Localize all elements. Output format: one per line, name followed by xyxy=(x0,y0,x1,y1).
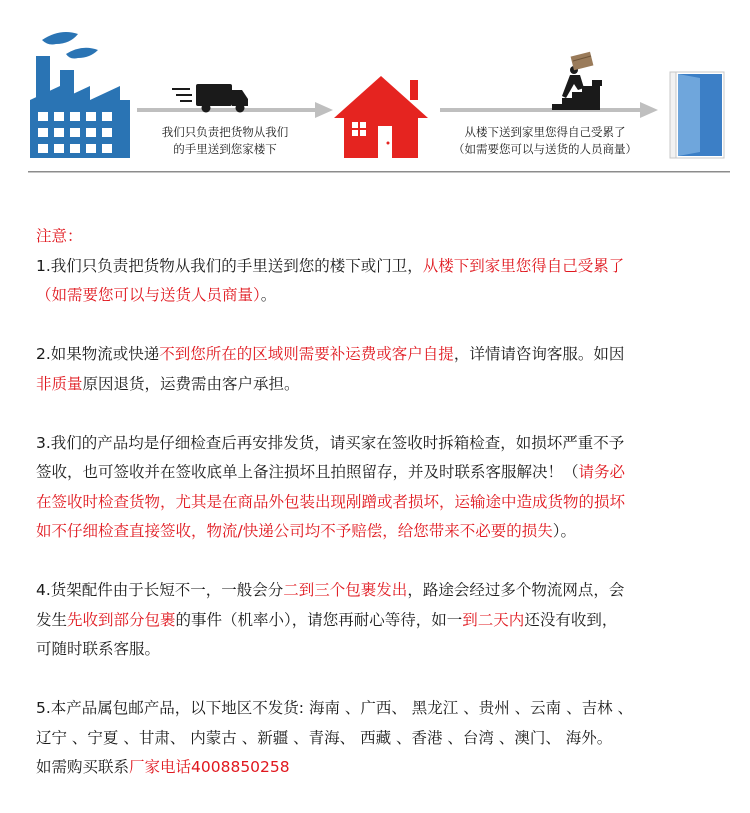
text: 发生 xyxy=(36,610,68,629)
text: 还没有收到， xyxy=(524,610,618,629)
text: 原因退货，运费需由客户承担。 xyxy=(82,374,300,393)
highlight-text: 非质量 xyxy=(36,374,83,393)
text: ）。 xyxy=(552,522,576,540)
notice-item-3-cont xyxy=(36,517,726,547)
banner-caption-upstairs xyxy=(426,124,664,158)
caption-line: 从楼下送到家里您得自己受累了 xyxy=(464,125,626,139)
box-icon xyxy=(571,52,594,70)
highlight-text: 请务必 xyxy=(578,463,626,481)
shipping-notice xyxy=(36,222,726,783)
notice-item-5-cont: 辽宁 、宁夏 、甘肃、 内蒙古 、新疆 、青海、 西藏 、香港 、台湾 、澳门、 海外。 xyxy=(36,728,613,747)
text: 如需购买联系 xyxy=(36,758,130,776)
notice-item-3-cont: 在签收时检查货物，尤其是在商品外包装出现剐蹭或者损坏，运输途中造成货物的损坏 xyxy=(36,492,626,511)
banner-illustration xyxy=(0,0,750,200)
highlight-text: 二到三个包裹发出 xyxy=(283,581,408,599)
notice-item-1 xyxy=(36,252,726,282)
stairs-carrier-icon xyxy=(440,52,658,118)
caption-line: （如需要您可以与送货的人员商量） xyxy=(453,142,637,156)
text: 签收，也可签收并在签收底单上备注损坏且拍照留存，并及时联系客服解决！（ xyxy=(36,463,579,481)
highlight-text: 从楼下到家里您得自己受累了 xyxy=(422,256,625,275)
caption-line: 的手里送到您家楼下 xyxy=(173,142,277,156)
text: 。 xyxy=(260,286,277,304)
phone-number: 厂家电话4008850258 xyxy=(129,758,290,776)
caption-line: 我们只负责把货物从我们 xyxy=(161,125,289,139)
text: 4.货架配件由于长短不一，一般会分 xyxy=(36,581,284,599)
highlight-text: 不到您所在的区域则需要补运费或客户自提 xyxy=(159,345,454,363)
notice-item-4-cont: 可随时联系客服。 xyxy=(36,640,161,658)
notice-item-2-cont xyxy=(36,370,726,400)
notice-item-5: 5.本产品属包邮产品，以下地区不发货: 海南 、广西、 黑龙江 、贵州 、云南 、吉林 、 xyxy=(36,699,634,717)
banner-divider xyxy=(28,171,730,173)
highlight-text: 到二天内 xyxy=(462,610,525,629)
text: ，详情请咨询客服。如因 xyxy=(453,345,625,363)
door-icon xyxy=(670,72,724,158)
text: 2.如果物流或快递 xyxy=(36,345,160,363)
notice-item-3-cont xyxy=(36,458,726,488)
notice-item-1-cont xyxy=(36,281,726,311)
banner-caption-delivery xyxy=(134,124,316,158)
notice-item-2 xyxy=(36,340,726,370)
highlight-text: 先收到部分包裹 xyxy=(67,610,176,629)
contact-line xyxy=(36,753,726,783)
house-icon xyxy=(334,76,428,158)
notice-heading: 注意： xyxy=(36,227,83,245)
highlight-text: （如需要您可以与送货人员商量） xyxy=(36,286,261,304)
notice-item-4 xyxy=(36,576,726,606)
highlight-text: 如不仔细检查直接签收，物流/快递公司均不予赔偿，给您带来不必要的损失 xyxy=(36,522,553,540)
text: ，路途会经过多个物流网点，会 xyxy=(407,581,625,599)
delivery-banner xyxy=(0,0,750,200)
notice-item-4-cont xyxy=(36,606,726,636)
factory-icon xyxy=(30,32,130,158)
notice-item-3: 3.我们的产品均是仔细检查后再安排发货，请买家在签收时拆箱检查，如损坏严重不予 xyxy=(36,433,625,452)
text: 1.我们只负责把货物从我们的手里送到您的楼下或门卫， xyxy=(36,256,423,275)
text: 的事件（机率小），请您再耐心等待，如一 xyxy=(175,610,463,629)
